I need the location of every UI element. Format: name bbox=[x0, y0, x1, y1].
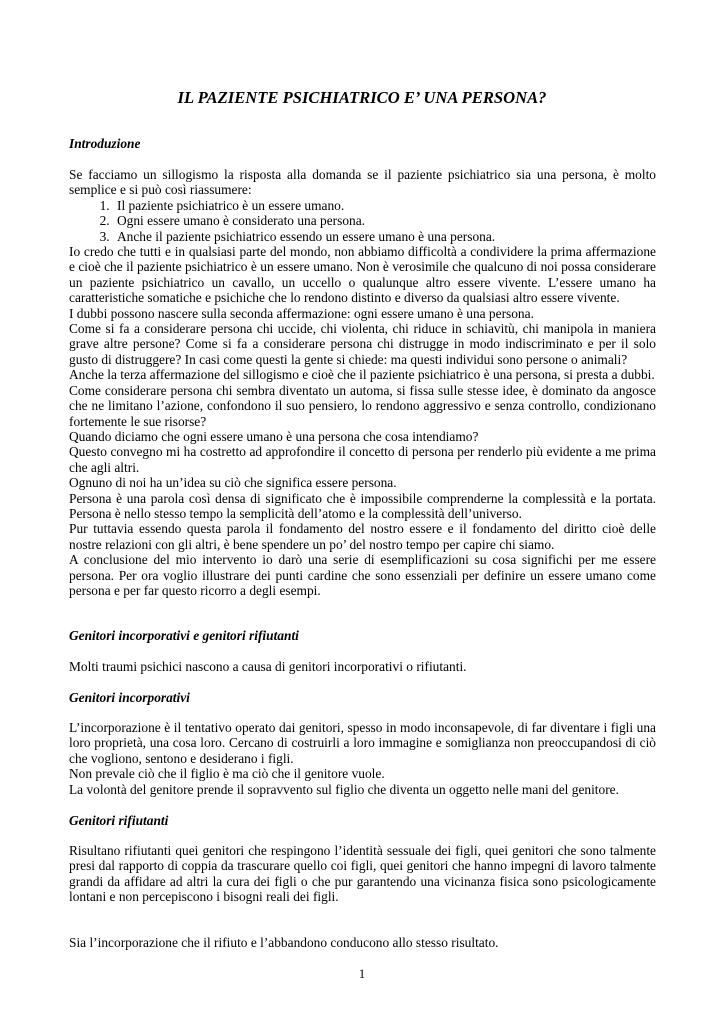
list-item: 2. Ogni essere umano è considerato una persona. bbox=[113, 213, 656, 228]
paragraph: I dubbi possono nascere sulla seconda affermazione: ogni essere umano è una persona. bbox=[69, 305, 534, 321]
genitori-body bbox=[69, 659, 656, 674]
document-title: IL PAZIENTE PSICHIATRICO E’ UNA PERSONA? bbox=[177, 88, 547, 107]
paragraph: Come considerare persona chi sembra diventato un automa, si fissa sulle stesse idee, è dominato da angosce che ne limitano l’azione, confondono il suo pensiero, lo rendono aggressivo e senza controllo, condizionano fortemente le sue risorse? bbox=[69, 382, 656, 429]
incorporativi-body bbox=[69, 720, 656, 797]
section-introduzione bbox=[69, 136, 656, 151]
paragraph: Non prevale ciò che il figlio è ma ciò che il genitore vuole. bbox=[69, 766, 385, 782]
list-item: 1. Il paziente psichiatrico è un essere umano. bbox=[113, 198, 656, 213]
paragraph: A conclusione del mio intervento io darò una serie di esemplificazioni su cosa significhi per me essere persona. Per ora voglio illustrare dei punti cardine che sono essenziali per definire un essere umano come persona e per far questo ricorro a degli esempi. bbox=[69, 552, 656, 598]
paragraph: Risultano rifiutanti quei genitori che respingono l’identità sessuale dei figli, quei genitori che sono talmente presi dal rapporto di coppia da trascurare quello coi figli, quei genitori che hanno impegni di lavoro talmente grandi da affidare ad altri la cura dei figli o che pur garantendo una vicinanza fisica sono psicologicamente lontani e non percepiscono i bisogni reali dei figli. bbox=[69, 843, 656, 905]
page-number: 1 bbox=[358, 967, 366, 981]
paragraph: Come si fa a considerare persona chi uccide, chi violenta, chi riduce in schiavitù, chi manipola in maniera grave altre persone? Come si fa a considerare persona chi distrugge in modo indiscriminato e per il solo gusto di distruggere? In casi come questi la gente si chiede: ma questi individui sono persone o animali? bbox=[69, 321, 656, 367]
paragraph: Sia l’incorporazione che il rifiuto e l’abbandono conducono allo stesso risultato. bbox=[69, 935, 499, 950]
paragraph: Anche la terza affermazione del sillogismo e cioè che il paziente psichiatrico è una persona, si presta a dubbi. bbox=[69, 367, 655, 383]
section-heading: Genitori incorporativi e genitori rifiutanti bbox=[69, 628, 299, 643]
paragraph: Questo convegno mi ha costretto ad approfondire il concetto di persona per renderlo più evidente a me prima che agli altri. bbox=[69, 444, 656, 475]
paragraph: Ognuno di noi ha un’idea su ciò che significa essere persona. bbox=[69, 475, 397, 491]
section-heading: Introduzione bbox=[69, 136, 141, 151]
section-genitori bbox=[69, 628, 656, 643]
paragraph: L’incorporazione è il tentativo operato dai genitori, spesso in modo inconsapevole, di far diventare i figli una loro proprietà, una cosa loro. Cercano di costruirli a loro immagine e somiglianza non preoccupandosi di ciò che vogliono, sentono e desiderano i figli. bbox=[69, 720, 656, 766]
intro-body bbox=[69, 167, 656, 598]
section-heading: Genitori rifiutanti bbox=[69, 813, 169, 828]
rifiutanti-body bbox=[69, 843, 656, 905]
paragraph: Persona è una parola così densa di significato che è impossibile comprenderne la complessità e la portata. Persona è nello stesso tempo la semplicità dell’atomo e la complessità dell’universo. bbox=[69, 490, 656, 521]
section-incorporativi bbox=[69, 690, 656, 705]
section-heading: Genitori incorporativi bbox=[69, 690, 190, 705]
paragraph: Pur tuttavia essendo questa parola il fondamento del nostro essere e il fondamento del diritto cioè delle nostre relazioni con gli altri, è bene spendere un po’ del nostro tempo per capire chi siamo. bbox=[69, 521, 656, 552]
paragraph: Quando diciamo che ogni essere umano è una persona che cosa intendiamo? bbox=[69, 428, 479, 444]
section-rifiutanti bbox=[69, 813, 656, 828]
paragraph: Io credo che tutti e in qualsiasi parte del mondo, non abbiamo difficoltà a condividere la prima affermazione e cioè che il paziente psichiatrico è un essere umano. Non è verosimile che qualcuno di noi possa considerare un paziente psichiatrico un cavallo, un uccello o qualunque altro essere vivente. L’essere umano ha caratteristiche somatiche e psichiche che lo rendono distinto e diverso da qualsiasi altro essere vivente. bbox=[69, 244, 656, 306]
paragraph: Se facciamo un sillogismo la risposta alla domanda se il paziente psichiatrico sia una persona, è molto semplice e si può così riassumere: bbox=[69, 167, 656, 198]
paragraph: La volontà del genitore prende il sopravvento sul figlio che diventa un oggetto nelle mani del genitore. bbox=[69, 781, 619, 797]
syllogism-list bbox=[69, 198, 656, 244]
list-item: 3. Anche il paziente psichiatrico essendo un essere umano è una persona. bbox=[113, 229, 656, 244]
paragraph: Molti traumi psichici nascono a causa di genitori incorporativi o rifiutanti. bbox=[69, 659, 467, 674]
conclusion-line bbox=[69, 935, 656, 950]
